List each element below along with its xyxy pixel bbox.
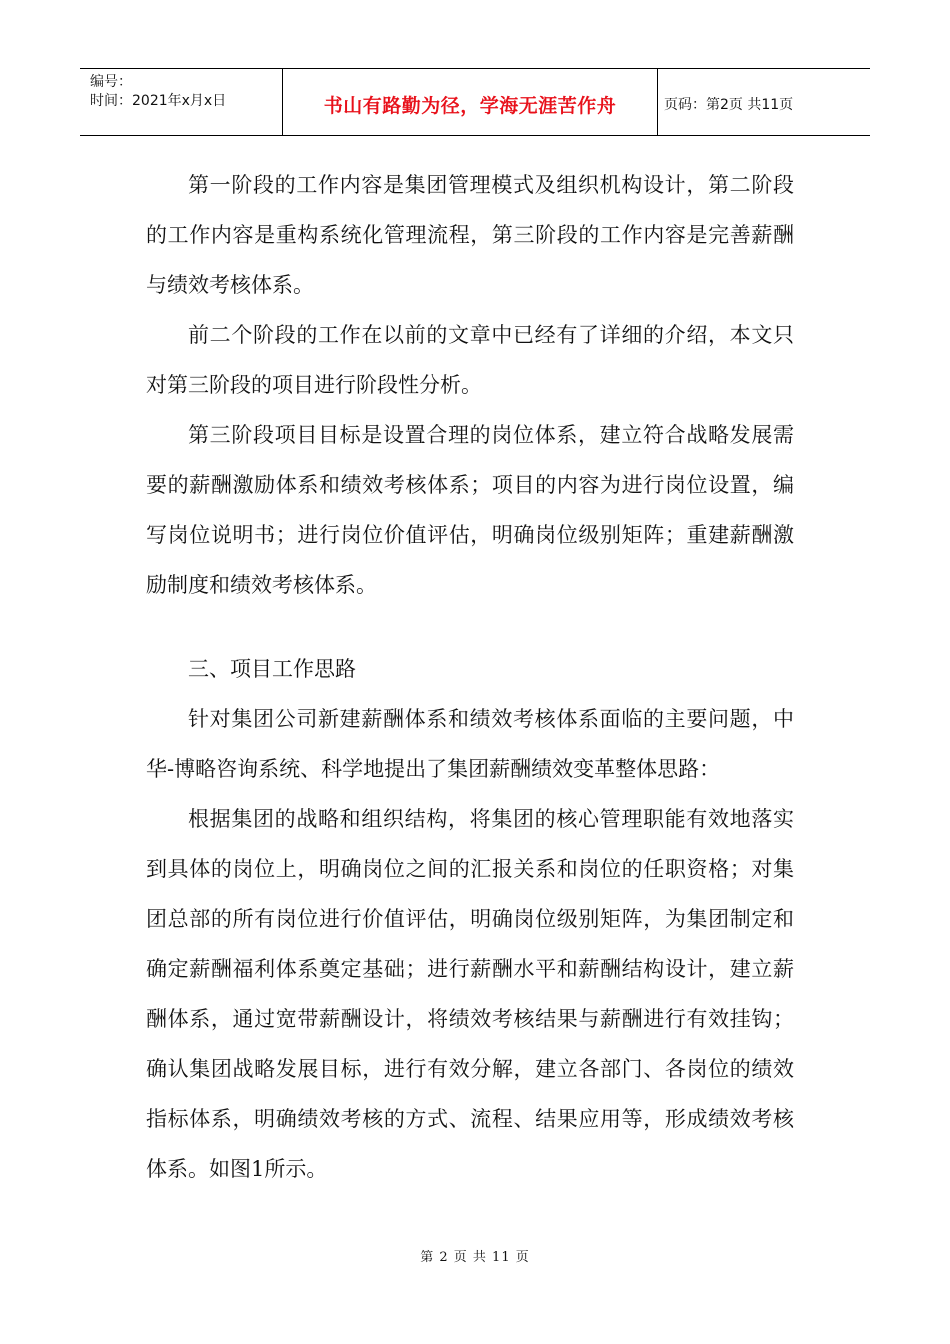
paragraph: 根据集团的战略和组织结构，将集团的核心管理职能有效地落实到具体的岗位上，明确岗位之间的汇报关系和岗位的任职资格；对集团总部的所有岗位进行价值评估，明确岗位级别矩阵，为集团制定和确定薪酬福利体系奠定基础；进行薪酬水平和薪酬结构设计，建立薪酬体系，通过宽带薪酬设计，将绩效考核结果与薪酬进行有效挂钩；确认集团战略发展目标，进行有效分解，建立各部门、各岗位的绩效指标体系，明确绩效考核的方式、流程、结果应用等，形成绩效考核体系。如图1所示。 <box>146 807 794 1181</box>
document-number-label: 编号： <box>90 74 132 90</box>
section-heading: 三、项目工作思路 <box>188 657 356 681</box>
page-header <box>80 68 870 136</box>
header-page-code: 页码：第2页 共11页 <box>664 97 794 113</box>
paragraph: 针对集团公司新建薪酬体系和绩效考核体系面临的主要问题，中华-博略咨询系统、科学地提出了集团薪酬绩效变革整体思路： <box>146 707 794 781</box>
document-date: 时间：2021年x月x日 <box>90 93 227 109</box>
paragraph: 前二个阶段的工作在以前的文章中已经有了详细的介绍，本文只对第三阶段的项目进行阶段性分析。 <box>146 323 794 397</box>
header-meta-cell <box>80 69 283 135</box>
page-footer: 第 2 页 共 11 页 <box>420 1250 530 1265</box>
paragraph: 第三阶段项目目标是设置合理的岗位体系，建立符合战略发展需要的薪酬激励体系和绩效考核体系；项目的内容为进行岗位设置，编写岗位说明书；进行岗位价值评估，明确岗位级别矩阵；重建薪酬激励制度和绩效考核体系。 <box>146 423 794 597</box>
header-motto: 书山有路勤为径，学海无涯苦作舟 <box>283 69 658 135</box>
paragraph: 第一阶段的工作内容是集团管理模式及组织机构设计，第二阶段的工作内容是重构系统化管理流程，第三阶段的工作内容是完善薪酬与绩效考核体系。 <box>146 173 794 297</box>
document-body <box>146 160 794 1194</box>
